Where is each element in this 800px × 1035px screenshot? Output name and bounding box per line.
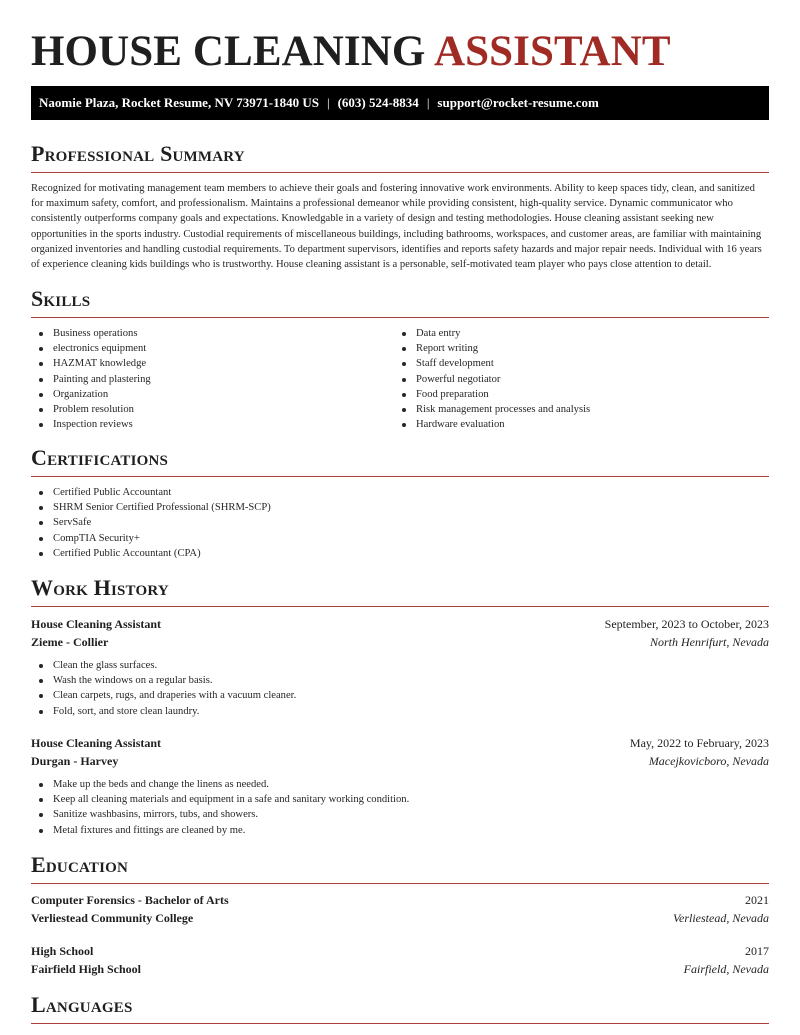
contact-separator: | bbox=[426, 95, 430, 110]
job-dates: May, 2022 to February, 2023 bbox=[629, 736, 769, 750]
section-title-skills: Skills bbox=[31, 286, 91, 311]
education-header bbox=[31, 942, 769, 960]
duty-item: Clean the glass surfaces. bbox=[31, 658, 769, 673]
job-duties-list bbox=[31, 658, 769, 719]
section-divider bbox=[31, 172, 769, 173]
job-dates: September, 2023 to October, 2023 bbox=[604, 617, 769, 631]
education-school: Fairfield High School bbox=[31, 962, 142, 976]
skill-item: Staff development bbox=[394, 356, 764, 371]
job-location: North Henrifurt, Nevada bbox=[650, 635, 769, 649]
contact-email: support@rocket-resume.com bbox=[437, 95, 599, 110]
education-location: Fairfield, Nevada bbox=[683, 962, 769, 976]
skill-item: HAZMAT knowledge bbox=[31, 356, 391, 371]
education-year: 2021 bbox=[745, 893, 769, 907]
skill-item: Hardware evaluation bbox=[394, 417, 764, 432]
duty-item: Wash the windows on a regular basis. bbox=[31, 673, 769, 688]
job-subheader bbox=[31, 752, 769, 770]
section-title-work-history: Work History bbox=[31, 575, 169, 600]
education-school: Verliestead Community College bbox=[31, 911, 194, 925]
certification-item: Certified Public Accountant bbox=[31, 485, 769, 500]
contact-separator: | bbox=[326, 95, 330, 110]
contact-bar bbox=[31, 86, 769, 120]
education-header bbox=[31, 891, 769, 909]
name-first: HOUSE CLEANING bbox=[31, 28, 426, 75]
education-year: 2017 bbox=[745, 944, 769, 958]
certification-item: ServSafe bbox=[31, 515, 769, 530]
education-degree: Computer Forensics - Bachelor of Arts bbox=[31, 893, 229, 907]
certification-item: CompTIA Security+ bbox=[31, 531, 769, 546]
education-degree: High School bbox=[31, 944, 94, 958]
education-subheader bbox=[31, 909, 769, 927]
certification-item: SHRM Senior Certified Professional (SHRM-SCP) bbox=[31, 500, 769, 515]
job-company: Durgan - Harvey bbox=[31, 754, 119, 768]
contact-address: Naomie Plaza, Rocket Resume, NV 73971-1840 US bbox=[39, 95, 319, 110]
duty-item: Make up the beds and change the linens as needed. bbox=[31, 777, 769, 792]
skill-item: Food preparation bbox=[394, 387, 764, 402]
skill-item: Report writing bbox=[394, 341, 764, 356]
section-divider bbox=[31, 1023, 769, 1024]
job-duties-list bbox=[31, 777, 769, 838]
skills-list-left bbox=[31, 326, 391, 432]
section-title-languages: Languages bbox=[31, 992, 133, 1017]
skills-list-right bbox=[394, 326, 764, 432]
section-title-certifications: Certifications bbox=[31, 445, 169, 470]
section-divider bbox=[31, 606, 769, 607]
certifications-list bbox=[31, 485, 769, 561]
skill-item: electronics equipment bbox=[31, 341, 391, 356]
job-subheader bbox=[31, 633, 769, 651]
job-company: Zieme - Collier bbox=[31, 635, 109, 649]
section-title-summary: Professional Summary bbox=[31, 141, 245, 166]
job-header bbox=[31, 615, 769, 633]
section-divider bbox=[31, 883, 769, 884]
section-divider bbox=[31, 476, 769, 477]
summary-text: Recognized for motivating management team members to achieve their goals and fostering innovative work environments. Ability to keep spaces tidy, clean, and sanitized for maximum safety, comfort, and professionalism. Maintains a professional demeanor while providing consistent, high-quality service. Dynamic communicator who consistently outperforms company goals and expectations. Knowledgable in a variety of design and testing methodologies. House cleaning assistant seeking new opportunities in the sports industry. Custodial requirements of miscellaneous buildings, including bathrooms, workspaces, and customer areas, are familiar with maintaining organized inventories and handling custodial requirements. To department supervisors, identifies and reports safety hazards and major repair needs. Individual with 16 years of experience cleaning kids buildings who is trustworthy. House cleaning assistant is a personable, self-motivated team player who pays close attention to detail. bbox=[31, 183, 762, 271]
job-location: Macejkovicboro, Nevada bbox=[648, 754, 769, 768]
section-title-education: Education bbox=[31, 852, 129, 877]
duty-item: Sanitize washbasins, mirrors, tubs, and showers. bbox=[31, 807, 769, 822]
job-title: House Cleaning Assistant bbox=[31, 617, 162, 631]
education-location: Verliestead, Nevada bbox=[673, 911, 769, 925]
skill-item: Painting and plastering bbox=[31, 372, 391, 387]
resume-name bbox=[31, 27, 671, 77]
certification-item: Certified Public Accountant (CPA) bbox=[31, 546, 769, 561]
skill-item: Powerful negotiator bbox=[394, 372, 764, 387]
skill-item: Problem resolution bbox=[31, 402, 391, 417]
duty-item: Clean carpets, rugs, and draperies with a vacuum cleaner. bbox=[31, 688, 769, 703]
skill-item: Inspection reviews bbox=[31, 417, 391, 432]
skill-item: Organization bbox=[31, 387, 391, 402]
duty-item: Metal fixtures and fittings are cleaned by me. bbox=[31, 823, 769, 838]
skill-item: Data entry bbox=[394, 326, 764, 341]
duty-item: Keep all cleaning materials and equipment in a safe and sanitary working condition. bbox=[31, 792, 769, 807]
job-title: House Cleaning Assistant bbox=[31, 736, 162, 750]
section-divider bbox=[31, 317, 769, 318]
education-subheader bbox=[31, 960, 769, 978]
duty-item: Fold, sort, and store clean laundry. bbox=[31, 704, 769, 719]
contact-phone: (603) 524-8834 bbox=[337, 95, 419, 110]
skill-item: Business operations bbox=[31, 326, 391, 341]
job-header bbox=[31, 734, 769, 752]
name-last: ASSISTANT bbox=[433, 28, 671, 75]
skill-item: Risk management processes and analysis bbox=[394, 402, 764, 417]
